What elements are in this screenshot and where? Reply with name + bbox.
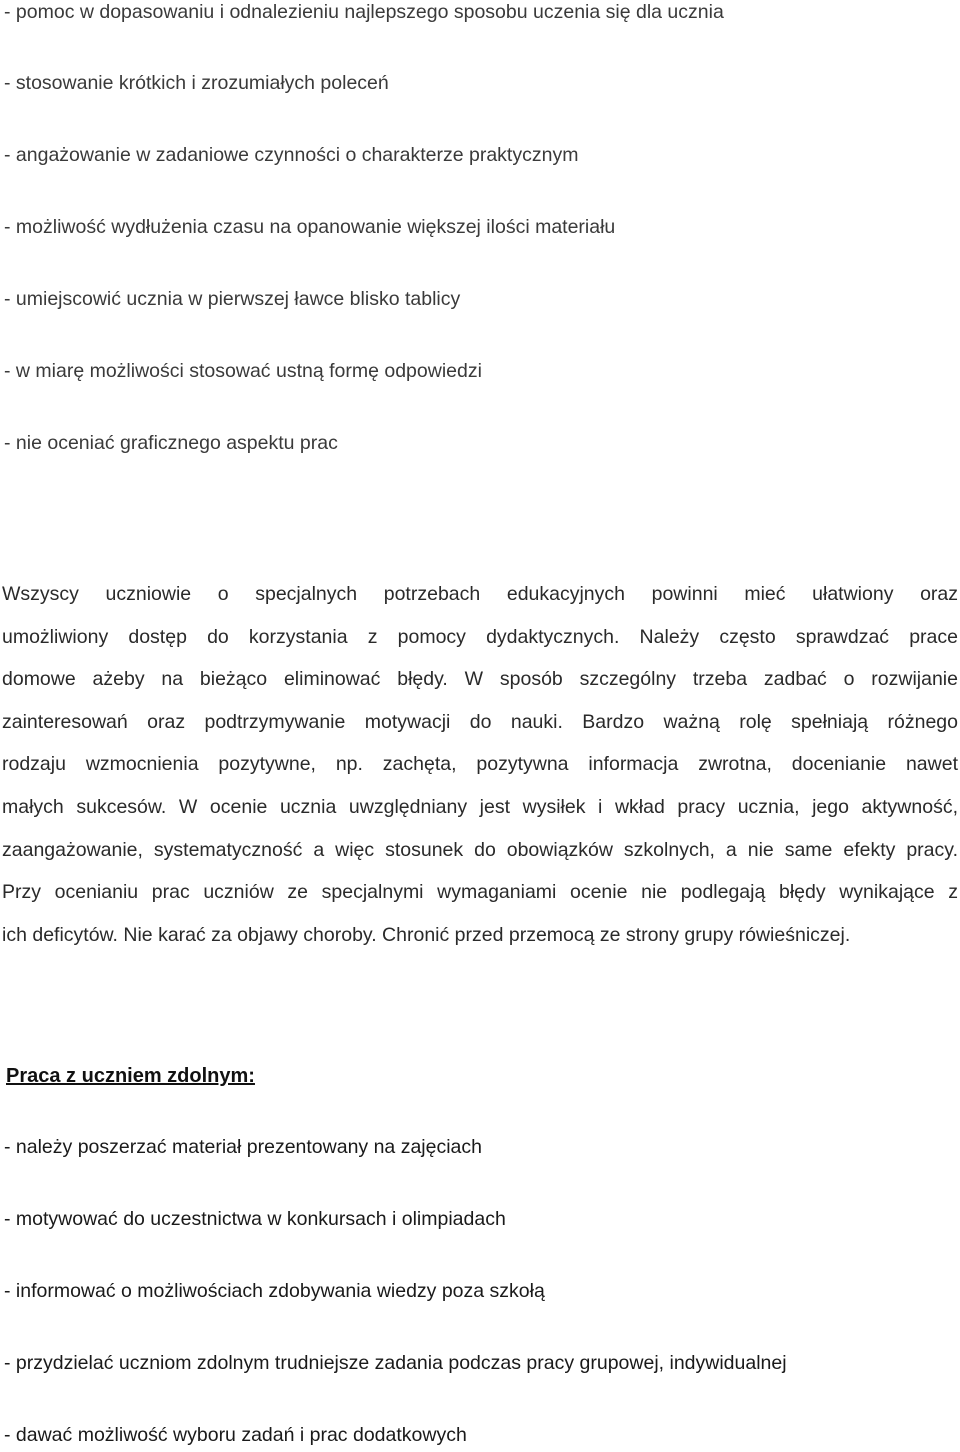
list-item: - informować o możliwościach zdobywania wiedzy poza szkołą	[4, 1280, 545, 1302]
list-item: - angażowanie w zadaniowe czynności o charakterze praktycznym	[4, 144, 579, 166]
paragraph-line: małych sukcesów. W ocenie ucznia uwzględniany jest wysiłek i wkład pracy ucznia, jego aktywność,	[2, 795, 958, 818]
paragraph-line: umożliwiony dostęp do korzystania z pomocy dydaktycznych. Należy często sprawdzać prace	[2, 625, 958, 648]
list-item: - stosowanie krótkich i zrozumiałych poleceń	[4, 72, 389, 94]
paragraph-line: domowe ażeby na bieżąco eliminować błędy. W sposób szczególny trzeba zadbać o rozwijanie	[2, 668, 958, 691]
paragraph-line: Wszyscy uczniowie o specjalnych potrzebach edukacyjnych powinni mieć ułatwiony oraz	[2, 583, 958, 605]
body-paragraph	[2, 573, 958, 956]
list-item: - w miarę możliwości stosować ustną formę odpowiedzi	[4, 360, 482, 382]
paragraph-line: Przy ocenianiu prac uczniów ze specjalnymi wymaganiami ocenie nie podlegają błędy wynikające z	[2, 881, 958, 904]
list-item: - dawać możliwość wyboru zadań i prac dodatkowych	[4, 1424, 467, 1446]
list-item: - pomoc w dopasowaniu i odnalezieniu najlepszego sposobu uczenia się dla ucznia	[4, 1, 724, 23]
paragraph-line: zaangażowanie, systematyczność a więc stosunek do obowiązków szkolnych, a nie same efekty pracy.	[2, 838, 958, 861]
list-item: - możliwość wydłużenia czasu na opanowanie większej ilości materiału	[4, 216, 616, 238]
section-heading: Praca z uczniem zdolnym:	[6, 1065, 255, 1087]
paragraph-line: zainteresowań oraz podtrzymywanie motywacji do nauki. Bardzo ważną rolę spełniają różnego	[2, 710, 958, 733]
paragraph-line: rodzaju wzmocnienia pozytywne, np. zachęta, pozytywna informacja zwrotna, docenianie nawet	[2, 753, 958, 776]
list-item: - nie oceniać graficznego aspektu prac	[4, 432, 338, 454]
list-item: - należy poszerzać materiał prezentowany na zajęciach	[4, 1136, 482, 1158]
list-item: - motywować do uczestnictwa w konkursach i olimpiadach	[4, 1208, 506, 1230]
list-item: - umiejscowić ucznia w pierwszej ławce blisko tablicy	[4, 288, 461, 310]
paragraph-line: ich deficytów. Nie karać za objawy choroby. Chronić przed przemocą ze strony grupy rówieśniczej.	[2, 923, 851, 946]
list-item: - przydzielać uczniom zdolnym trudniejsze zadania podczas pracy grupowej, indywidualnej	[4, 1352, 787, 1374]
